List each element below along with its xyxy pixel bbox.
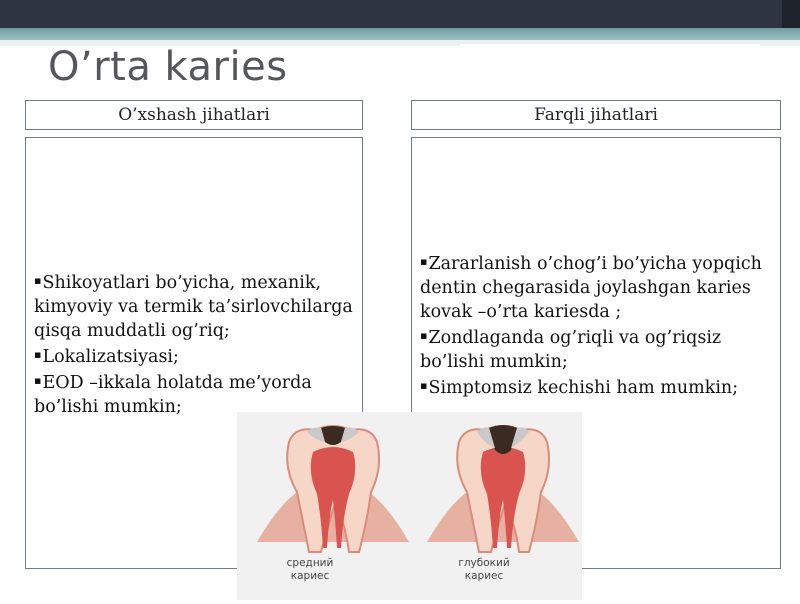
slide-title: O’rta karies xyxy=(48,44,288,90)
bullet-icon: ▪ xyxy=(420,379,428,392)
teal-decoration-band xyxy=(0,28,800,40)
list-item xyxy=(34,343,354,369)
right-bullet-list xyxy=(420,250,772,400)
list-item xyxy=(34,269,354,343)
bullet-icon: ▪ xyxy=(420,329,428,342)
caption-line: кариес xyxy=(464,570,504,582)
top-decoration-bar xyxy=(0,0,800,28)
list-item xyxy=(420,374,772,400)
caption-line: глубокий xyxy=(458,557,510,569)
bullet-text: Zararlanish o’chog’i bo’yicha yopqich dentin chegarasida joylashgan karies kovak –o’rta kariesda ; xyxy=(420,254,762,322)
bullet-icon: ▪ xyxy=(34,274,42,287)
caption-line: средний xyxy=(286,557,334,569)
tooth-illustration xyxy=(237,412,582,600)
medium-caries-caption xyxy=(255,557,365,583)
bullet-text: EOD –ikkala holatda me’yorda bo’lishi mumkin; xyxy=(34,373,312,417)
caption-line: кариес xyxy=(290,570,330,582)
list-item xyxy=(420,324,772,374)
list-item xyxy=(420,250,772,324)
accent-line xyxy=(460,44,760,46)
bullet-text: Zondlaganda og’riqli va og’riqsiz bo’lishi mumkin; xyxy=(420,328,722,372)
bullet-text: Simptomsiz kechishi ham mumkin; xyxy=(428,378,739,398)
top-decoration-corner xyxy=(782,0,800,28)
right-column-header: Farqli jihatlari xyxy=(411,100,781,130)
bullet-icon: ▪ xyxy=(420,255,428,268)
bullet-icon: ▪ xyxy=(34,374,42,387)
left-bullet-list xyxy=(34,269,354,419)
deep-caries-caption xyxy=(429,557,539,583)
left-column-header: O’xshash jihatlari xyxy=(25,100,363,130)
bullet-icon: ▪ xyxy=(34,348,42,361)
medium-caries-tooth-icon xyxy=(257,426,409,552)
deep-caries-tooth-icon xyxy=(427,425,579,552)
bullet-text: Lokalizatsiyasi; xyxy=(42,347,179,367)
bullet-text: Shikoyatlari bo’yicha, mexanik, kimyoviy va termik ta’sirlovchilarga qisqa muddatli og’riq; xyxy=(34,273,353,341)
